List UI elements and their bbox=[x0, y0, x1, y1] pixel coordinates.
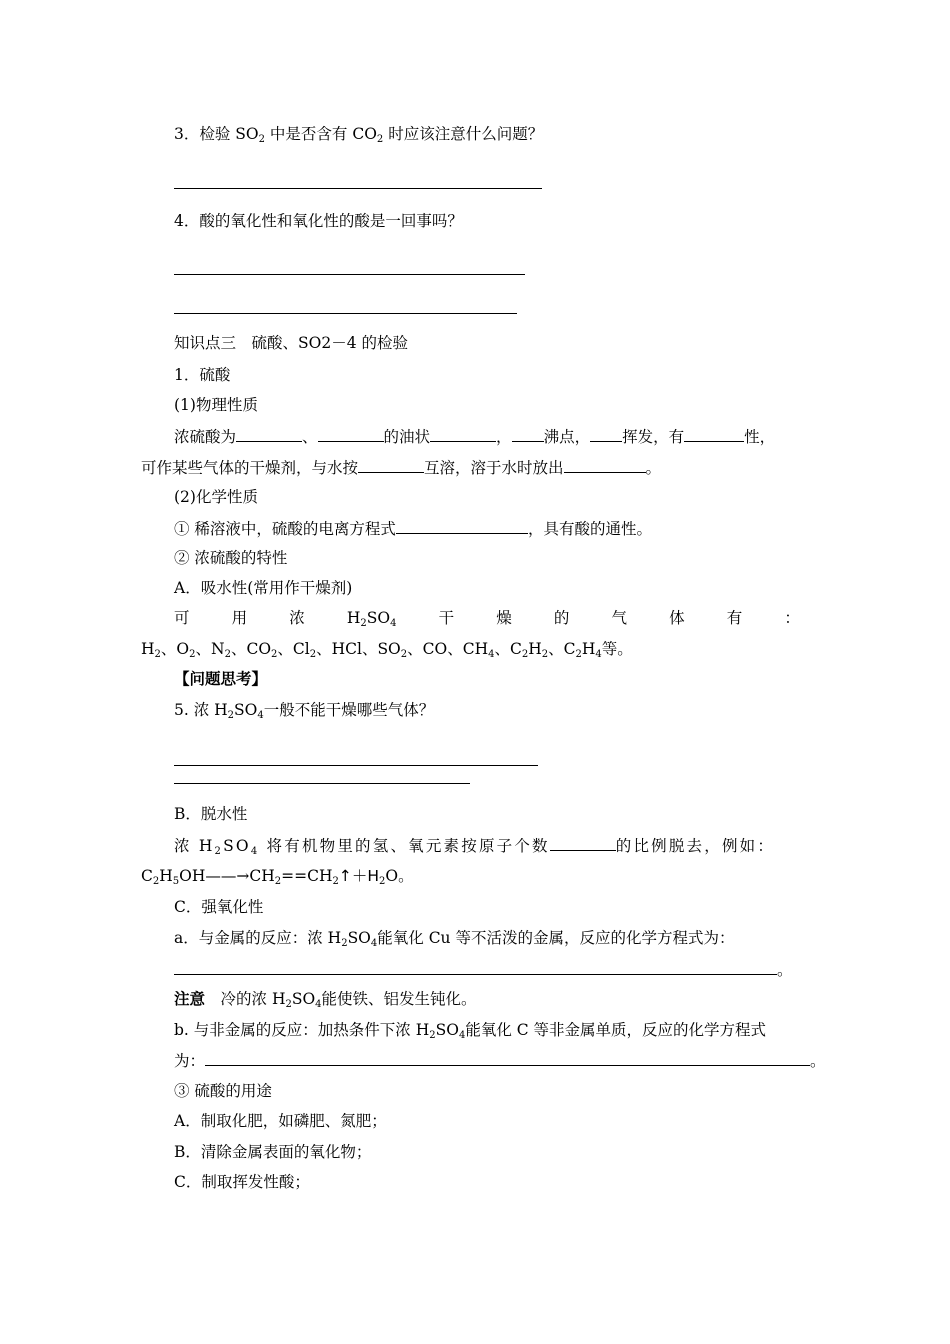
fill-blank[interactable] bbox=[358, 457, 424, 473]
answer-line bbox=[174, 274, 525, 275]
fill-blank[interactable] bbox=[590, 426, 622, 442]
fill-blank[interactable] bbox=[318, 426, 384, 442]
answer-line bbox=[174, 188, 542, 189]
fill-blank[interactable] bbox=[174, 959, 777, 975]
fill-blank[interactable] bbox=[236, 426, 302, 442]
hygroscopic-heading: A．吸水性(常用作干燥剂) bbox=[174, 579, 353, 597]
fill-blank[interactable] bbox=[512, 426, 544, 442]
use-item-a: A．制取化肥，如磷肥、氮肥； bbox=[174, 1112, 387, 1130]
fill-blank[interactable] bbox=[430, 426, 496, 442]
question-3: 3．检验 $SO_2$ 中是否含有 $CO_2$ 时应该注意什么问题？ bbox=[174, 125, 544, 145]
gas-list: $H_2$、$O_2$、$N_2$、$CO_2$、$Cl_2$、HCl、$SO_2$、CO、$CH_4$、$C_2H_2$、$C_2H_4$等。 bbox=[141, 640, 633, 660]
dehydration-text: 浓 $H_2SO_4$ 将有机物里的氢、氧元素按原子个数 的比例脱去，例如： bbox=[174, 837, 776, 857]
dehydration-equation: $C_2H_5OH——\to CH_2==CH_2↑+H_2O$。 bbox=[141, 867, 414, 887]
h2so4-formula: $H_2SO_4$ bbox=[346, 609, 397, 629]
oxidizing-heading: C．强氧化性 bbox=[174, 898, 264, 916]
fill-blank[interactable] bbox=[205, 1050, 810, 1066]
uses-heading: ③ 硫酸的用途 bbox=[174, 1082, 272, 1100]
special-properties-heading: ② 浓硫酸的特性 bbox=[174, 549, 288, 567]
answer-line bbox=[174, 783, 470, 784]
nonmetal-reaction-answer: 为： 。 bbox=[174, 1052, 826, 1070]
drying-gases-line: 可 用 浓 $H_2SO_4$ 干 燥 的 气 体 有 ： bbox=[174, 609, 800, 629]
fill-blank[interactable] bbox=[684, 426, 744, 442]
heading-chemical: (2)化学性质 bbox=[174, 488, 258, 506]
use-item-b: B．清除金属表面的氧化物； bbox=[174, 1143, 372, 1161]
section-title: 知识点三 硫酸、SO2－4 的检验 bbox=[174, 334, 408, 352]
heading-sulfuric-acid: 1．硫酸 bbox=[174, 366, 231, 384]
note-line: 注意 冷的浓 $H_2SO_4$能使铁、铝发生钝化。 bbox=[174, 989, 477, 1010]
question-5: 5. 浓 $H_2SO_4$一般不能干燥哪些气体？ bbox=[174, 701, 435, 721]
nonmetal-reaction-line: b. 与非金属的反应：加热条件下浓 $H_2SO_4$能氧化 C 等非金属单质，反应的化学方程式 bbox=[174, 1021, 767, 1041]
ionization-line: ① 稀溶液中，硫酸的电离方程式 ，具有酸的通性。 bbox=[174, 520, 652, 538]
answer-line bbox=[174, 765, 538, 766]
metal-reaction-line: a．与金属的反应：浓 $H_2SO_4$能氧化 Cu 等不活泼的金属，反应的化学方程式为： bbox=[174, 929, 735, 949]
question-4: 4．酸的氧化性和氧化性的酸是一回事吗？ bbox=[174, 212, 463, 230]
fill-blank[interactable] bbox=[396, 518, 528, 534]
dehydration-heading: B．脱水性 bbox=[174, 805, 248, 823]
physical-properties-line2: 可作某些气体的干燥剂，与水按 互溶，溶于水时放出 。 bbox=[141, 459, 662, 477]
fill-blank[interactable] bbox=[564, 457, 646, 473]
physical-properties-line1: 浓硫酸为 、 的油状 ， 沸点， 挥发，有 性， bbox=[174, 428, 776, 446]
use-item-c: C．制取挥发性酸； bbox=[174, 1173, 310, 1191]
think-label: 【问题思考】 bbox=[174, 669, 268, 688]
metal-reaction-answer: 。 bbox=[174, 959, 793, 980]
answer-line bbox=[174, 313, 517, 314]
heading-physical: (1)物理性质 bbox=[174, 396, 258, 414]
fill-blank[interactable] bbox=[550, 835, 616, 851]
